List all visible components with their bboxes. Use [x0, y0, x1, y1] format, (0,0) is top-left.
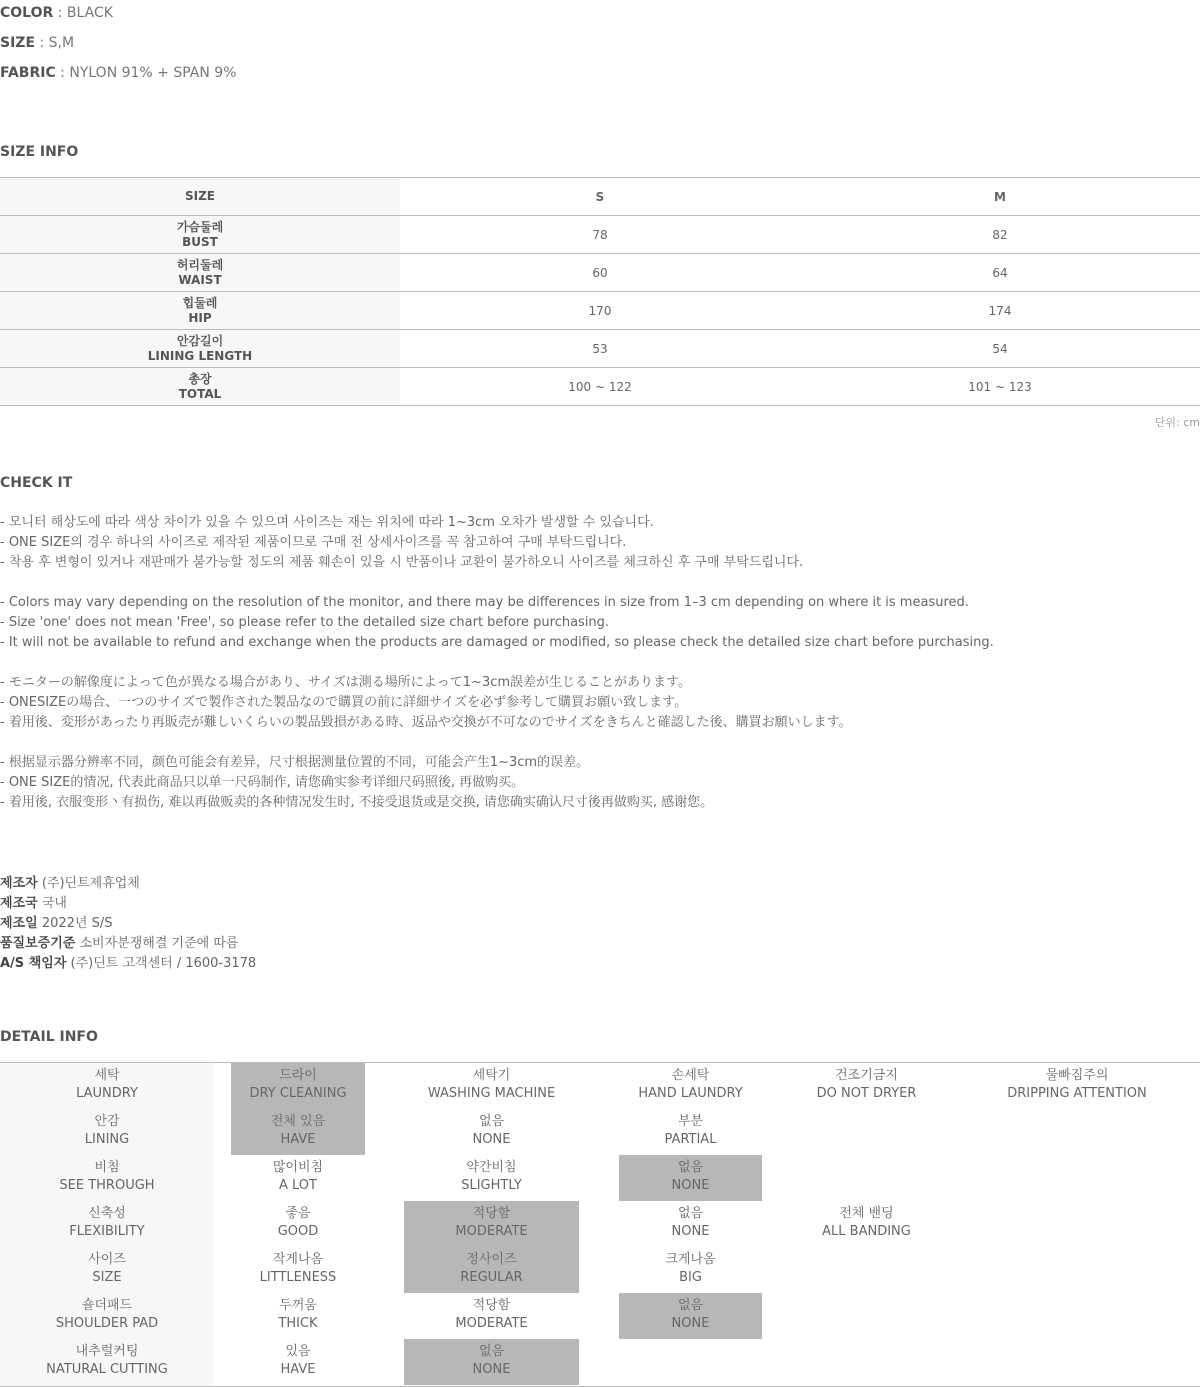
detail-label-kr: 사이즈 — [88, 1252, 126, 1267]
check-line: - 着用後、変形があったり再販売が難しいくらいの製品毀損がある時、返品や交換が不可なのでサイズをきちんと確認した後、購買お願いします。 — [0, 715, 852, 730]
check-line: - Colors may vary depending on the resolution of the monitor, and there may be differences in size from 1–3 cm depending on where it is measured. — [0, 595, 969, 610]
size-value: 54 — [800, 330, 1200, 368]
detail-label-kr: 없음 — [478, 1344, 505, 1359]
detail-label-kr: 많이비침 — [272, 1160, 324, 1175]
detail-label-kr: 작게나옴 — [272, 1252, 324, 1267]
detail-label-kr: 안감 — [94, 1114, 120, 1129]
check-line: - It will not be available to refund and exchange when the products are damaged or modified, so please check the detailed size chart before purchasing. — [0, 635, 994, 650]
detail-label-en: NATURAL CUTTING — [46, 1362, 168, 1377]
detail-option-selected — [404, 1339, 579, 1385]
detail-label-en: BIG — [679, 1270, 702, 1285]
table-row — [0, 254, 1200, 292]
detail-label-en: LITTLENESS — [259, 1270, 337, 1285]
detail-label-en: HAND LAUNDRY — [638, 1086, 743, 1101]
detail-option-selected — [619, 1155, 762, 1201]
check-line: - Size 'one' does not mean 'Free', so please refer to the detailed size chart before purchasing. — [0, 615, 610, 630]
detail-label-en: ALL BANDING — [822, 1224, 911, 1239]
size-row-label: 총장 TOTAL — [0, 368, 400, 406]
detail-label-kr: 신축성 — [88, 1206, 126, 1221]
detail-label-en: HAVE — [280, 1362, 316, 1377]
detail-label-en: NONE — [671, 1178, 710, 1193]
detail-option — [404, 1293, 579, 1339]
size-row-label: 가슴둘레 BUST — [0, 216, 400, 254]
detail-label-en: THICK — [278, 1316, 318, 1331]
detail-option — [957, 1063, 1197, 1109]
check-line: - ONESIZEの場合、一つのサイズで製作された製品なので購買の前に詳細サイズを必ず参考して購買お願い致します。 — [0, 695, 688, 710]
detail-label-en: SIZE — [92, 1270, 122, 1285]
detail-option — [776, 1063, 957, 1109]
detail-label-en: HAVE — [280, 1132, 316, 1147]
detail-option — [231, 1293, 365, 1339]
detail-label-kr: 비침 — [94, 1160, 120, 1175]
detail-row-header — [0, 1155, 214, 1201]
detail-label-en: REGULAR — [460, 1270, 523, 1285]
detail-label-kr: 없음 — [677, 1206, 704, 1221]
size-value: 100 ~ 122 — [400, 368, 800, 406]
check-it-title: CHECK IT — [0, 475, 73, 491]
size-table-header — [0, 178, 1200, 216]
size-row-label: 힙둘레 HIP — [0, 292, 400, 330]
check-line: - 착용 후 변형이 있거나 재판매가 불가능할 정도의 제품 훼손이 있을 시 반품이나 교환이 불가하오니 사이즈를 체크하신 후 구매 부탁드립니다. — [0, 555, 804, 570]
table-row — [0, 330, 1200, 368]
spec-size: SIZE : S,M — [0, 35, 75, 51]
size-row-label: 허리둘레 WAIST — [0, 254, 400, 292]
check-line: - ONE SIZE의 경우 하나의 사이즈로 제작된 제품이므로 구매 전 상세사이즈를 꼭 참고하여 구매 부탁드립니다. — [0, 535, 627, 550]
detail-label-en: SHOULDER PAD — [55, 1316, 159, 1331]
detail-label-kr: 숄더패드 — [81, 1298, 133, 1313]
detail-label-en: NONE — [671, 1224, 710, 1239]
detail-option-selected — [404, 1201, 579, 1247]
size-table — [0, 177, 1200, 406]
detail-option — [619, 1247, 762, 1293]
detail-row-header — [0, 1247, 214, 1293]
detail-option — [619, 1201, 762, 1247]
detail-label-en: LINING — [84, 1132, 130, 1147]
detail-label-en: WASHING MACHINE — [427, 1086, 556, 1101]
detail-option-selected — [404, 1247, 579, 1293]
detail-option — [231, 1201, 365, 1247]
detail-label-kr: 부분 — [677, 1114, 704, 1129]
detail-label-kr: 크게나옴 — [665, 1252, 716, 1267]
size-value: 60 — [400, 254, 800, 292]
detail-label-kr: 없음 — [478, 1114, 505, 1129]
detail-label-kr: 내추럴커팅 — [75, 1344, 139, 1359]
unit-label: 단위: cm — [1154, 416, 1200, 429]
detail-label-en: NONE — [671, 1316, 710, 1331]
size-value: 174 — [800, 292, 1200, 330]
spec-color: COLOR : BLACK — [0, 5, 113, 21]
spec-fabric: FABRIC : NYLON 91% + SPAN 9% — [0, 65, 237, 81]
detail-label-kr: 드라이 — [279, 1068, 317, 1083]
detail-option — [619, 1063, 762, 1109]
detail-label-en: DRY CLEANING — [249, 1086, 347, 1101]
detail-label-kr: 있음 — [285, 1344, 311, 1359]
check-line: - ONE SIZE的情况, 代表此商品只以单一尺码制作, 请您确实参考详细尺码照後, 再做购买。 — [0, 775, 525, 790]
detail-option — [231, 1247, 365, 1293]
detail-label-kr: 두꺼움 — [279, 1298, 317, 1313]
detail-label-kr: 적당함 — [472, 1206, 511, 1221]
size-value: 64 — [800, 254, 1200, 292]
size-value: 82 — [800, 216, 1200, 254]
detail-option-selected — [231, 1109, 365, 1155]
detail-row-header — [0, 1293, 214, 1339]
detail-label-en: MODERATE — [455, 1224, 528, 1239]
size-value: 78 — [400, 216, 800, 254]
detail-label-en: NONE — [472, 1132, 511, 1147]
size-header-s: S — [400, 178, 800, 216]
detail-info-title: DETAIL INFO — [0, 1029, 98, 1045]
detail-row-header — [0, 1201, 214, 1247]
detail-label-kr: 없음 — [677, 1160, 704, 1175]
detail-label-en: GOOD — [277, 1224, 319, 1239]
detail-option-selected — [231, 1063, 365, 1109]
size-value: 170 — [400, 292, 800, 330]
size-value: 53 — [400, 330, 800, 368]
size-info-title: SIZE INFO — [0, 144, 79, 160]
detail-option-selected — [619, 1293, 762, 1339]
size-header-label: SIZE — [0, 178, 400, 216]
detail-option — [404, 1109, 579, 1155]
size-row-label: 안감길이 LINING LENGTH — [0, 330, 400, 368]
detail-label-kr: 건조기금지 — [835, 1068, 898, 1083]
detail-label-en: DO NOT DRYER — [816, 1086, 917, 1101]
detail-option — [231, 1155, 365, 1201]
check-line: - モニターの解像度によって色が異なる場合があり、サイズは測る場所によって1~3cm誤差が生じることがあります。 — [0, 675, 691, 690]
detail-label-en: A LOT — [279, 1178, 317, 1193]
detail-label-kr: 물빠짐주의 — [1045, 1068, 1109, 1083]
mfr-line: 제조국 국내 — [0, 896, 67, 911]
detail-label-kr: 세탁 — [94, 1068, 120, 1083]
detail-option — [776, 1201, 957, 1247]
mfr-line: 품질보증기준 소비자분쟁해결 기준에 따름 — [0, 936, 239, 951]
detail-option — [404, 1063, 579, 1109]
check-line: - 모니터 해상도에 따라 색상 차이가 있을 수 있으며 사이즈는 재는 위치에 따라 1~3cm 오차가 발생할 수 있습니다. — [0, 515, 654, 530]
detail-label-en: SEE THROUGH — [59, 1178, 155, 1193]
detail-label-kr: 없음 — [677, 1298, 704, 1313]
size-value: 101 ~ 123 — [800, 368, 1200, 406]
mfr-line: A/S 책임자 (주)딘트 고객센터 / 1600-3178 — [0, 956, 257, 971]
detail-label-en: DRIPPING ATTENTION — [1007, 1086, 1147, 1101]
detail-label-kr: 손세탁 — [671, 1068, 710, 1083]
table-row — [0, 292, 1200, 330]
detail-label-kr: 전체 밴딩 — [839, 1206, 894, 1221]
check-line: - 着用後, 衣服变形丶有损伤, 难以再做贩卖的各种情况发生时, 不接受退货或是交换, 请您确实确认尺寸後再做购买, 感谢您。 — [0, 795, 714, 810]
detail-label-kr: 정사이즈 — [466, 1252, 517, 1267]
detail-row-header — [0, 1339, 214, 1385]
detail-label-kr: 적당함 — [472, 1298, 511, 1313]
mfr-line: 제조자 (주)딘트제휴업체 — [0, 876, 140, 891]
detail-grid — [0, 1062, 1200, 1387]
detail-label-en: NONE — [472, 1362, 511, 1377]
table-row — [0, 368, 1200, 406]
manufacturer-info — [0, 874, 256, 974]
detail-label-kr: 세탁기 — [472, 1068, 511, 1083]
check-line: - 根据显示器分辨率不同，颜色可能会有差异，尺寸根据测量位置的不同，可能会产生1~3cm的误差。 — [0, 755, 590, 770]
mfr-line: 제조일 2022년 S/S — [0, 916, 113, 931]
table-row — [0, 216, 1200, 254]
detail-label-en: PARTIAL — [664, 1132, 717, 1147]
detail-option — [231, 1339, 365, 1385]
detail-option — [404, 1155, 579, 1201]
detail-row-header — [0, 1109, 214, 1155]
size-header-m: M — [800, 178, 1200, 216]
detail-label-kr: 좋음 — [285, 1206, 311, 1221]
detail-row-header — [0, 1063, 214, 1109]
detail-label-en: LAUNDRY — [76, 1086, 138, 1101]
detail-option — [619, 1109, 762, 1155]
detail-label-kr: 전체 있음 — [270, 1114, 326, 1129]
detail-label-en: SLIGHTLY — [461, 1178, 522, 1193]
detail-label-en: MODERATE — [455, 1316, 528, 1331]
detail-label-en: FLEXIBILITY — [69, 1224, 145, 1239]
detail-label-kr: 약간비침 — [466, 1160, 517, 1175]
